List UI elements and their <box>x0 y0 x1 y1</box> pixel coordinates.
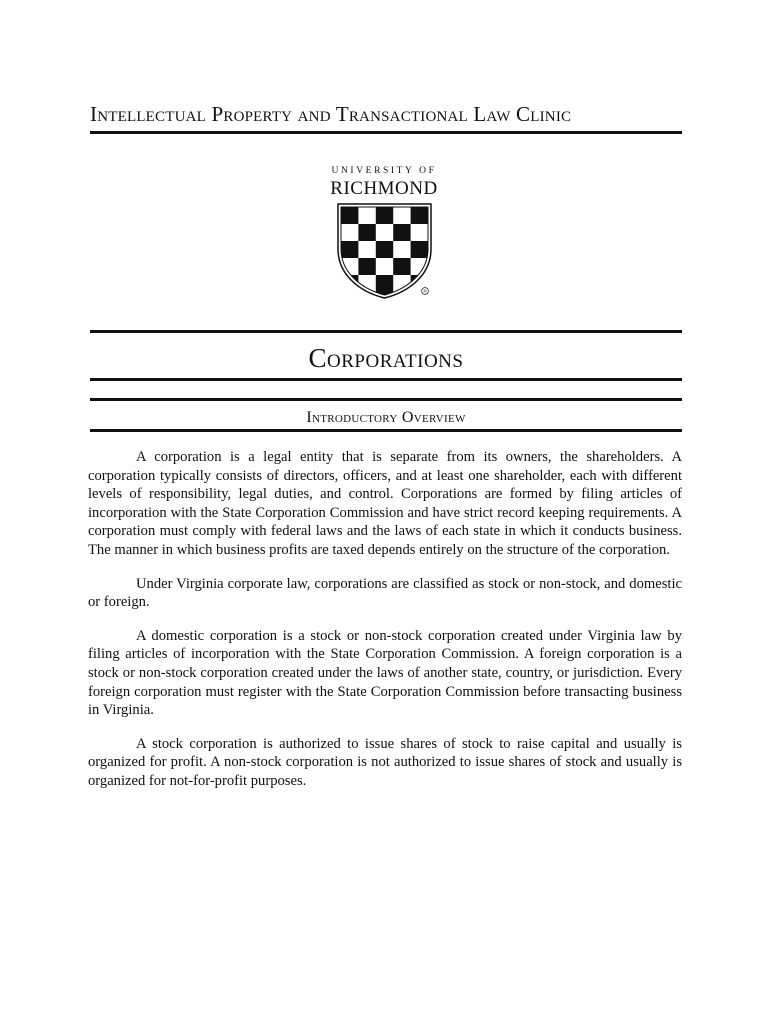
body-text <box>88 448 682 806</box>
logo-line-university-of: UNIVERSITY OF <box>331 166 437 176</box>
title-top-rule <box>90 330 682 333</box>
header-rule <box>90 131 682 134</box>
clinic-header: Intellectual Property and Transactional Law Clinic <box>90 102 572 126</box>
shield-icon <box>337 203 432 299</box>
subtitle-top-rule <box>90 398 682 401</box>
registered-mark: ® <box>423 289 427 294</box>
title-bottom-rule <box>90 378 682 381</box>
paragraph: A stock corporation is authorized to issue shares of stock to raise capital and usually is organized for profit. A non-stock corporation is not authorized to issue shares of stock and usually is organized for not-for-profit purposes. <box>88 735 682 789</box>
logo-line-richmond: RICHMOND <box>330 178 438 199</box>
paragraph: Under Virginia corporate law, corporations are classified as stock or non-stock, and domestic or foreign. <box>88 575 682 611</box>
document-title: Corporations <box>308 343 464 373</box>
document-subtitle: Introductory Overview <box>306 409 466 426</box>
paragraph: A domestic corporation is a stock or non-stock corporation created under Virginia law by filing articles of incorporation with the State Corporation Commission. A foreign corporation is a stock or non-stock corporation created under the laws of another state, country, or jurisdiction. Every foreign corporation must register with the State Corporation Commission before transacting business in Virginia. <box>88 627 682 719</box>
university-logo <box>322 165 446 301</box>
paragraph: A corporation is a legal entity that is separate from its owners, the shareholders. A corporation typically consists of directors, officers, and at least one shareholder, each with different levels of responsibility, legal duties, and control. Corporations are formed by filing articles of incorporation with the State Corporation Commission and have strict record keeping requirements. A corporation must comply with federal laws and the laws of each state in which it conducts business. The manner in which business profits are taxed depends entirely on the structure of the corporation. <box>88 449 682 558</box>
subtitle-bottom-rule <box>90 429 682 432</box>
